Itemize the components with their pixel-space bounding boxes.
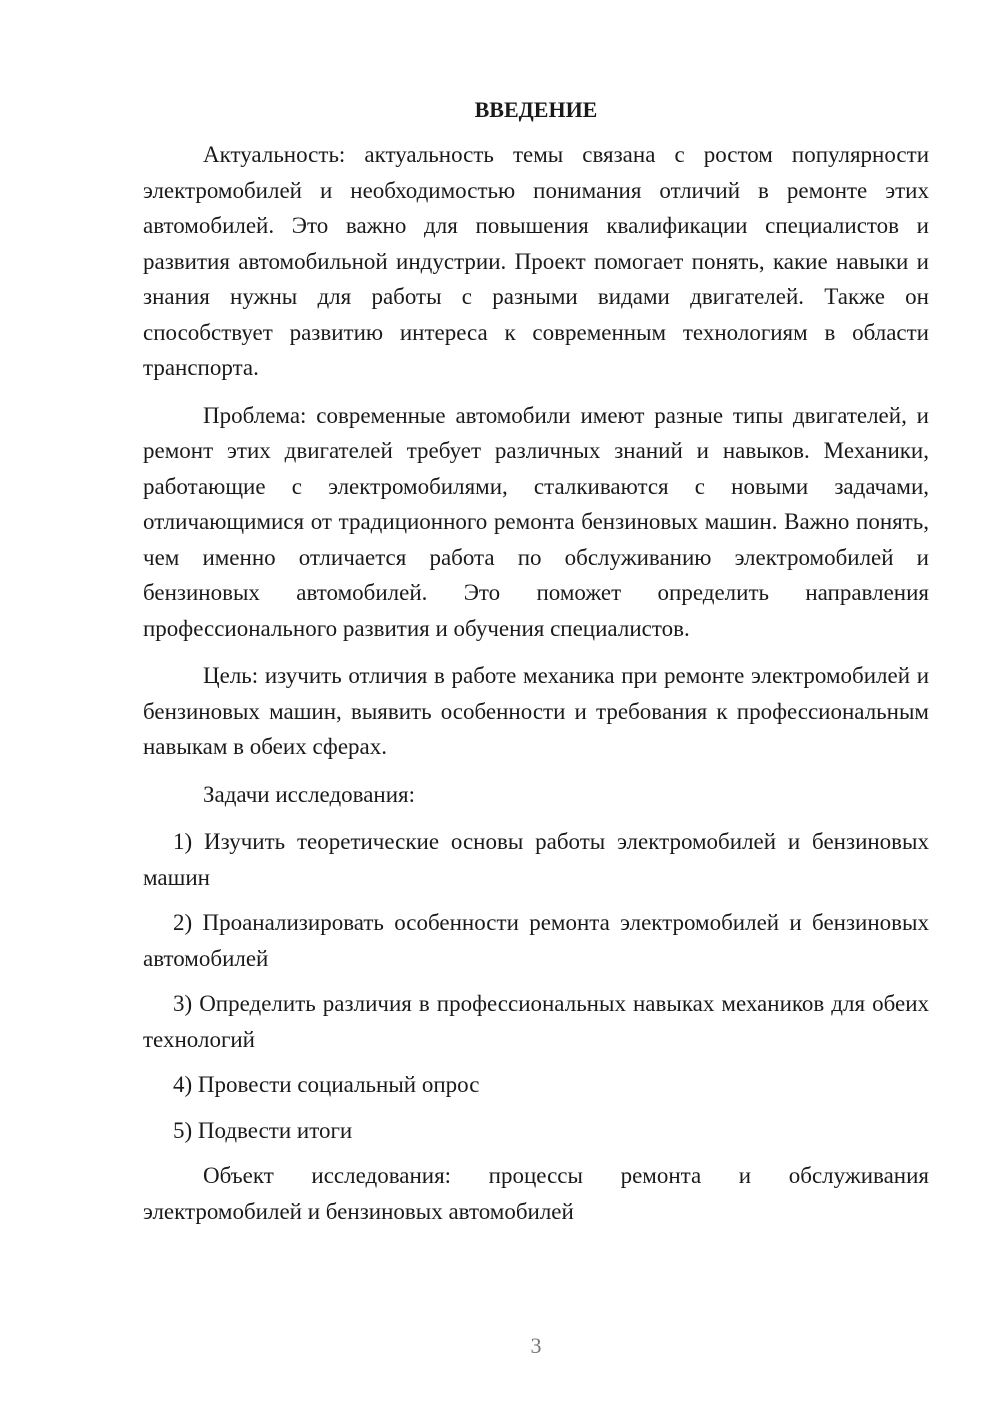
list-item: 3) Определить различия в профессиональных навыках механиков для обеих технологий [143, 991, 929, 1052]
problem-paragraph: Проблема: современные автомобили имеют разные типы двигателей, и ремонт этих двигателей требует различных знаний и навыков. Механики, работающие с электромобилями, сталкиваются с новыми задачами, отличающимися от традиционного ремонта бензиновых машин. Важно понять, чем именно отличается работа по обслуживанию электромобилей и бензиновых автомобилей. Это поможет определить направления профессионального развития и обучения специалистов. [143, 402, 929, 641]
page-number: 3 [530, 1333, 542, 1358]
list-item: 2) Проанализировать особенности ремонта электромобилей и бензиновых автомобилей [143, 910, 929, 971]
object-paragraph: Объект исследования: процессы ремонта и обслуживания электромобилей и бензиновых автомобилей [143, 1163, 929, 1224]
tasks-list [143, 824, 929, 1148]
list-item: 5) Подвести итоги [173, 1117, 353, 1143]
page-content [143, 95, 929, 1229]
list-item: 1) Изучить теоретические основы работы электромобилей и бензиновых машин [143, 829, 929, 890]
goal-paragraph: Цель: изучить отличия в работе механика при ремонте электромобилей и бензиновых машин, выявить особенности и требования к профессиональным навыкам в обеих сферах. [143, 663, 929, 759]
tasks-heading: Задачи исследования: [203, 781, 416, 807]
section-title: ВВЕДЕНИЕ [474, 97, 598, 122]
list-item: 4) Провести социальный опрос [173, 1072, 480, 1097]
relevance-paragraph: Актуальность: актуальность темы связана с ростом популярности электромобилей и необходимостью понимания отличий в ремонте этих автомобилей. Это важно для повышения квалификации специалистов и развития автомобильной индустрии. Проект помогает понять, какие навыки и знания нужны для работы с разными видами двигателей. Также он способствует развитию интереса к современным технологиям в области транспорта. [143, 142, 929, 380]
